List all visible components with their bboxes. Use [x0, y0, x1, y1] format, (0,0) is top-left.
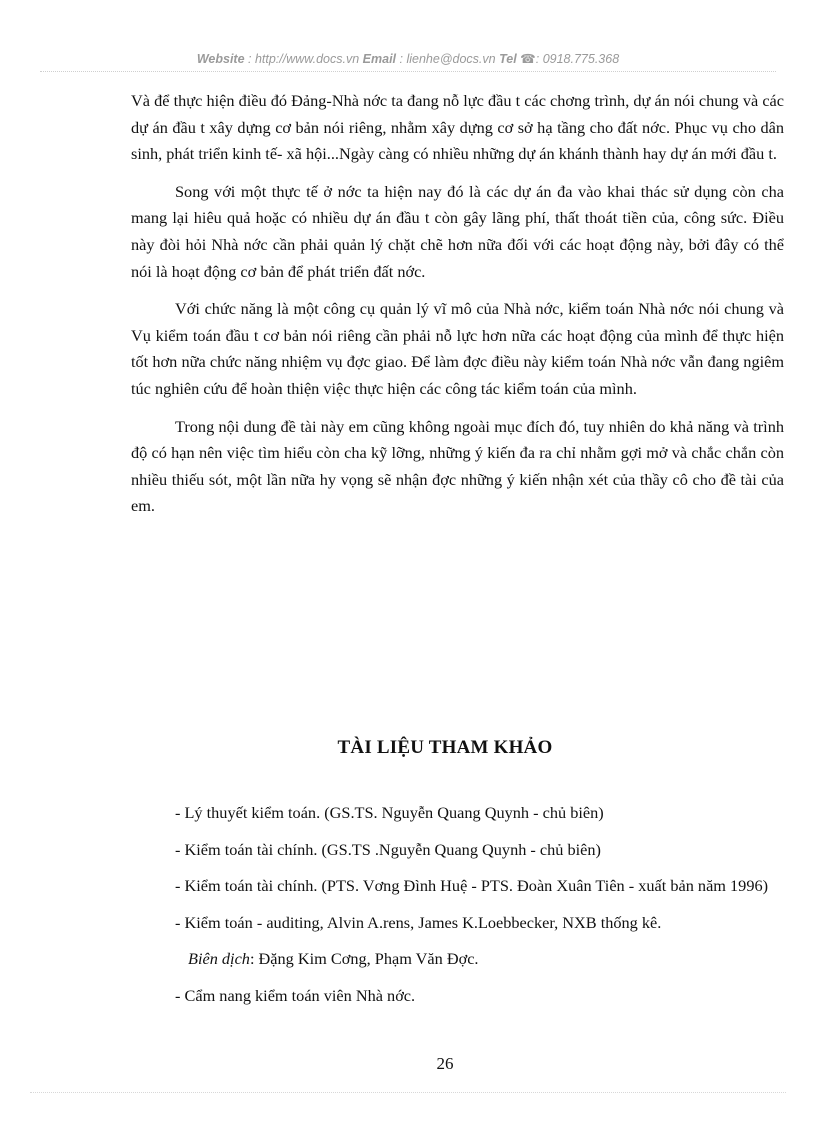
website-label: Website	[196, 52, 245, 66]
body-paragraph: Với chức năng là một công cụ quản lý vĩ mô của Nhà nớc, kiểm toán Nhà nớc nói chung và Vụ kiểm toán đầu t cơ bản nói riêng cần phải nỗ lực hơn nữa các hoạt động của mình để thực hiện tốt hơn nữa chức năng nhiệm vụ đợc giao. Để làm đợc điều này kiểm toán Nhà nớc vẫn đang ngiêm túc nghiên cứu để hoàn thiện việc thực hiện các công tác kiểm toán của mình.	[131, 299, 784, 398]
translator-names: : Đặng Kim Cơng, Phạm Văn Đợc.	[249, 949, 479, 968]
reference-item: - Kiểm toán tài chính. (GS.TS .Nguyễn Quang Quynh - chủ biên)	[175, 839, 601, 859]
email-value[interactable]: : lienhe@docs.vn	[399, 52, 496, 66]
page-header	[0, 51, 816, 66]
reference-item: - Cẩm nang kiểm toán viên Nhà nớc.	[175, 985, 416, 1005]
website-value[interactable]: : http://www.docs.vn	[248, 52, 360, 66]
tel-label: Tel	[499, 52, 517, 66]
references-list	[131, 800, 784, 1019]
header-divider	[40, 71, 776, 72]
footer-divider	[30, 1092, 786, 1093]
email-label: Email	[362, 52, 397, 66]
tel-value: : 0918.775.368	[535, 52, 620, 66]
phone-icon: ☎	[520, 52, 536, 66]
reference-item: - Kiểm toán - auditing, Alvin A.rens, James K.Loebbecker, NXB thống kê.	[175, 912, 662, 932]
body-text	[131, 88, 784, 531]
body-paragraph: Trong nội dung đề tài này em cũng không ngoài mục đích đó, tuy nhiên do khả năng và trình độ có hạn nên việc tìm hiểu còn cha kỹ lỡng, những ý kiến đa ra chỉ nhằm gợi mở và chắc chắn còn nhiều thiếu sót, một lần nữa hy vọng sẽ nhận đợc những ý kiến nhận xét của thầy cô cho đề tài của em.	[131, 416, 784, 516]
page-number: 26	[436, 1054, 454, 1073]
reference-item: - Lý thuyết kiểm toán. (GS.TS. Nguyễn Quang Quynh - chủ biên)	[175, 803, 604, 822]
body-paragraph: Và để thực hiện điều đó Đảng-Nhà nớc ta đang nỗ lực đầu t các chơng trình, dự án nói chung và các dự án đầu t xây dựng cơ bản nói riêng, nhằm xây dựng cơ sở hạ tầng cho đất nớc. Phục vụ cho dân sinh, phát triển kinh tế- xã hội...Ngày càng có nhiều những dự án khánh thành hay dự án mới đầu t.	[131, 91, 784, 164]
translator-label: Biên dịch	[188, 949, 250, 968]
body-paragraph: Song với một thực tế ở nớc ta hiện nay đó là các dự án đa vào khai thác sử dụng còn cha mang lại hiêu quả hoặc có nhiều dự án đầu t còn gây lãng phí, thất thoát tiền của, công sức. Điều này đòi hỏi Nhà nớc cần phải quản lý chặt chẽ hơn nữa đối với các hoạt động này, bởi đây có thể nói là hoạt động cơ bản để phát triển đất nớc.	[131, 181, 784, 281]
reference-translator	[131, 946, 784, 973]
reference-item: - Kiểm toán tài chính. (PTS. Vơng Đình Huệ - PTS. Đoàn Xuân Tiên - xuất bản năm 1996)	[175, 876, 769, 895]
references-title: TÀI LIỆU THAM KHẢO	[337, 737, 553, 758]
